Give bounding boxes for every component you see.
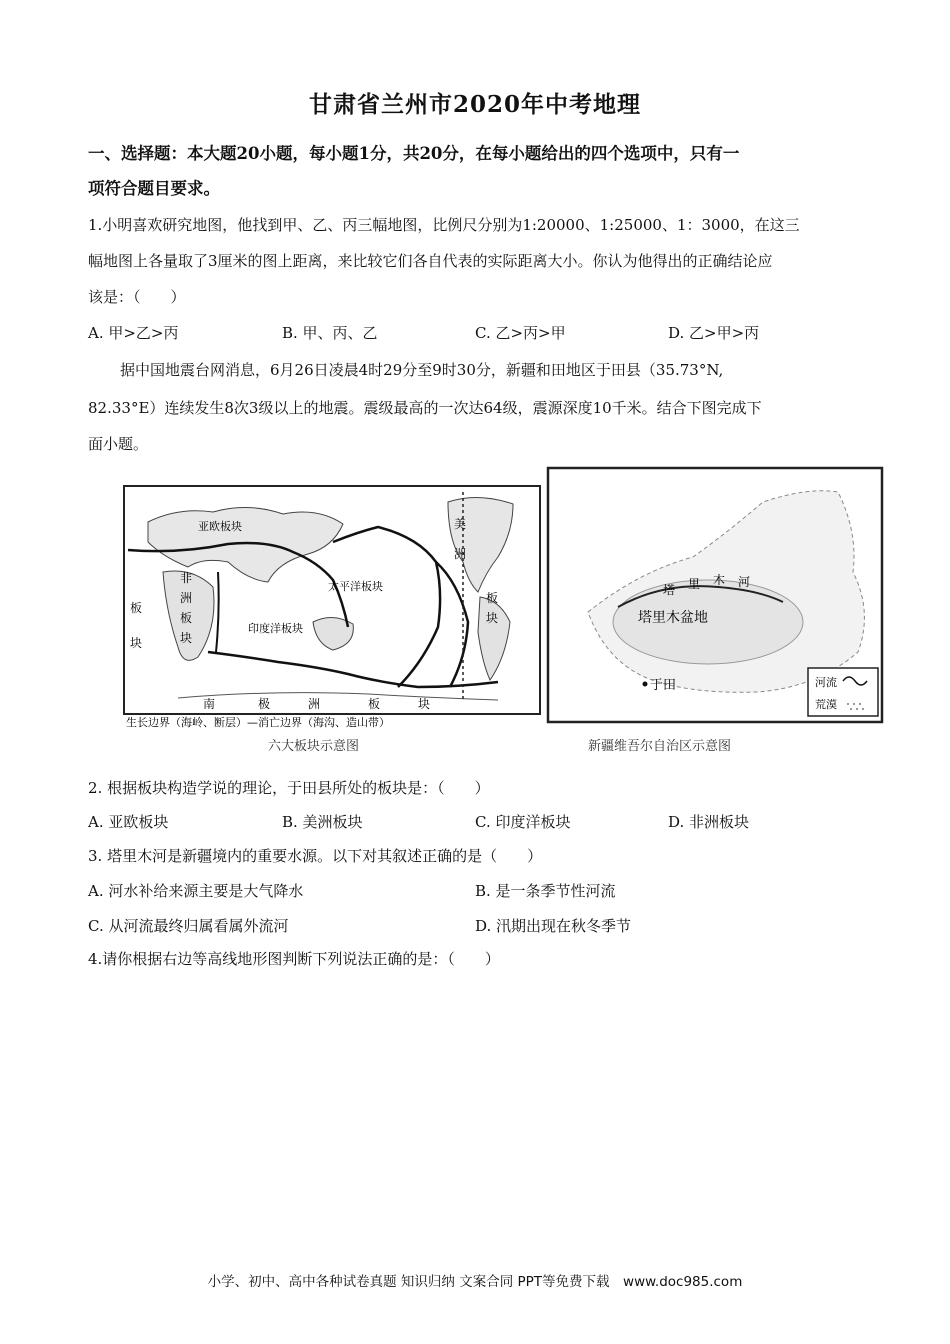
- q1-options: [88, 322, 868, 346]
- q1-option-c: C. 乙>丙>甲: [475, 324, 566, 342]
- q1-option-d: D. 乙>甲>丙: [668, 324, 760, 342]
- figures: [118, 462, 888, 762]
- label-tarim-basin: 塔里木盆地: [638, 610, 708, 626]
- label-african-3: 板: [180, 611, 193, 625]
- q2-options: [88, 811, 868, 835]
- legend-desert: 荒漠: [815, 698, 837, 711]
- plate-map-legend: 生长边界（海岭、断层）—消亡边界（海沟、造山带）: [126, 716, 390, 729]
- label-tarim-river-3: 木: [713, 573, 726, 587]
- q2-stem: 2. 根据板块构造学说的理论，于田县所处的板块是：（ ）: [88, 779, 490, 797]
- page-title: 甘肃省兰州市2020年中考地理: [308, 91, 641, 118]
- q2-option-c: C. 印度洋板块: [475, 813, 571, 831]
- passage-line3: 面小题。: [88, 435, 149, 453]
- q1-line1: 1.小明喜欢研究地图，他找到甲、乙、丙三幅地图，比例尺分别为1:20000、1:25000、1：3000，在这三: [88, 216, 800, 234]
- q3-option-a: A. 河水补给来源主要是大气降水: [88, 882, 304, 900]
- label-african-2: 洲: [180, 591, 193, 605]
- label-american-side-2: 块: [486, 611, 499, 625]
- plate-map-caption: 六大板块示意图: [268, 739, 360, 754]
- label-african-1: 非: [180, 571, 193, 585]
- q1-option-b: B. 甲、丙、乙: [282, 324, 378, 342]
- label-american-1: 美: [454, 517, 467, 531]
- section-heading-line1: 一、选择题：本大题20小题，每小题1分，共20分，在每小题给出的四个选项中，只有一: [88, 144, 740, 163]
- q1-line3: 该是：（ ）: [88, 288, 186, 306]
- label-left-side-2: 块: [130, 636, 143, 650]
- q2-option-d: D. 非洲板块: [668, 813, 750, 831]
- label-tarim-river-1: 塔: [663, 583, 676, 597]
- q4-stem: 4.请你根据右边等高线地形图判断下列说法正确的是：（ ）: [88, 950, 500, 968]
- q3-option-b: B. 是一条季节性河流: [475, 882, 616, 900]
- q2-option-a: A. 亚欧板块: [88, 813, 169, 831]
- q3-option-c: C. 从河流最终归属看属外流河: [88, 917, 289, 935]
- plate-map-figures: [118, 462, 888, 762]
- xinjiang-caption: 新疆维吾尔自治区示意图: [588, 739, 732, 754]
- q1-line2: 幅地图上各量取了3厘米的图上距离，来比较它们各自代表的实际距离大小。你认为他得出的正确结论应: [88, 252, 773, 270]
- label-indian-plate: 印度洋板块: [248, 622, 303, 635]
- yutian-marker: [643, 682, 648, 687]
- q1-option-a: A. 甲>乙>丙: [88, 324, 179, 342]
- label-antarctic-3: 洲: [308, 697, 321, 711]
- label-yutian: 于田: [650, 678, 677, 693]
- label-pacific-plate: 太平洋板块: [328, 580, 383, 593]
- label-american-side-1: 板: [486, 591, 499, 605]
- q3-stem: 3. 塔里木河是新疆境内的重要水源。以下对其叙述正确的是（ ）: [88, 847, 543, 865]
- label-tarim-river-4: 河: [738, 575, 751, 589]
- q2-option-b: B. 美洲板块: [282, 813, 363, 831]
- label-antarctic-4: 板: [368, 697, 381, 711]
- label-tarim-river-2: 里: [688, 577, 701, 591]
- q3-options-row2: [88, 915, 868, 939]
- label-american-2: 洲: [454, 547, 467, 561]
- label-antarctic-1: 南: [203, 697, 216, 711]
- label-left-side-1: 板: [130, 601, 143, 615]
- label-antarctic-2: 极: [258, 697, 271, 711]
- label-african-4: 块: [180, 631, 193, 645]
- label-eurasian-plate: 亚欧板块: [198, 520, 242, 533]
- plate-map: [124, 486, 540, 754]
- legend-river: 河流: [815, 676, 837, 689]
- q3-options-row1: [88, 880, 868, 904]
- passage-line2: 82.33°E）连续发生8次3级以上的地震。震级最高的一次达64级，震源深度10千米。结合下图完成下: [88, 399, 762, 417]
- q3-option-d: D. 汛期出现在秋冬季节: [475, 917, 632, 935]
- footer-text: 小学、初中、高中各种试卷真题 知识归纳 文案合同 PPT等免费下载 www.doc985.com: [207, 1274, 743, 1290]
- section-heading-line2: 项符合题目要求。: [88, 179, 220, 198]
- passage-line1: 据中国地震台网消息，6月26日凌晨4时29分至9时30分，新疆和田地区于田县（35.73°N,: [120, 361, 724, 379]
- label-antarctic-5: 块: [418, 697, 431, 711]
- xinjiang-map: [548, 468, 882, 754]
